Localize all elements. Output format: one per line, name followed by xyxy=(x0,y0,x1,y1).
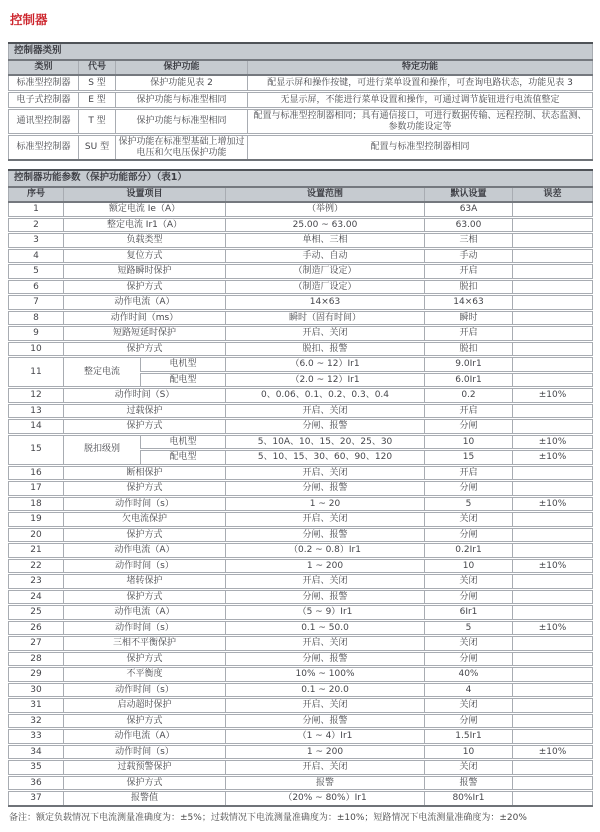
table-row xyxy=(9,295,593,311)
row-number: 25 xyxy=(9,605,64,621)
row-number: 35 xyxy=(9,760,64,776)
page-title: 控制器 xyxy=(10,12,48,27)
default-value: 分闸 xyxy=(425,527,513,543)
table-row xyxy=(9,434,593,450)
protection-cell: 保护功能与标准型相同 xyxy=(116,92,248,109)
default-value: 瞬时 xyxy=(425,310,513,326)
table-row xyxy=(9,264,593,280)
error-value: ±10% xyxy=(513,450,593,466)
table-row xyxy=(9,791,593,806)
table-row xyxy=(9,109,593,135)
table1-header-protection: 保护功能 xyxy=(116,60,248,75)
setting-item: 动作时间（ms） xyxy=(64,310,226,326)
row-number: 29 xyxy=(9,667,64,683)
row-number: 30 xyxy=(9,682,64,698)
setting-item: 保护方式 xyxy=(64,481,226,497)
row-number: 23 xyxy=(9,574,64,590)
error-value xyxy=(513,217,593,233)
error-value xyxy=(513,372,593,388)
setting-item: 整定电流 xyxy=(64,357,141,388)
default-value: 6Ir1 xyxy=(425,605,513,621)
table2-header-no: 序号 xyxy=(9,187,64,202)
setting-item: 动作时间（s） xyxy=(64,496,226,512)
setting-item: 三相不平衡保护 xyxy=(64,636,226,652)
default-value: 脱扣 xyxy=(425,279,513,295)
row-number: 4 xyxy=(9,248,64,264)
error-value xyxy=(513,279,593,295)
setting-range: 单相、三相 xyxy=(226,233,425,249)
table1-header-code: 代号 xyxy=(79,60,116,75)
error-value xyxy=(513,574,593,590)
error-value xyxy=(513,248,593,264)
table-row xyxy=(9,512,593,528)
row-number: 24 xyxy=(9,589,64,605)
category-cell: 标准型控制器 xyxy=(9,135,79,161)
setting-range: 开启、关闭 xyxy=(226,465,425,481)
feature-cell: 配置与标准型控制器相同 xyxy=(248,135,593,161)
table1-header-feature: 特定功能 xyxy=(248,60,593,75)
row-number: 2 xyxy=(9,217,64,233)
table1-title: 控制器类别 xyxy=(9,43,593,60)
table2-header-error: 误差 xyxy=(513,187,593,202)
error-value xyxy=(513,651,593,667)
default-value: 10 xyxy=(425,744,513,760)
error-value xyxy=(513,589,593,605)
default-value: 分闸 xyxy=(425,651,513,667)
protection-cell: 保护功能与标准型相同 xyxy=(116,109,248,135)
setting-item: 动作电流（A） xyxy=(64,543,226,559)
setting-item: 保护方式 xyxy=(64,589,226,605)
error-value xyxy=(513,791,593,806)
setting-range: 1 ~ 20 xyxy=(226,496,425,512)
default-value: 63A xyxy=(425,202,513,217)
table-row xyxy=(9,605,593,621)
table-row xyxy=(9,651,593,667)
default-value: 报警 xyxy=(425,775,513,791)
setting-range: 开启、关闭 xyxy=(226,636,425,652)
error-value xyxy=(513,357,593,373)
default-value: 6.0Ir1 xyxy=(425,372,513,388)
setting-item: 额定电流 Ie（A） xyxy=(64,202,226,217)
setting-range: 开启、关闭 xyxy=(226,326,425,342)
error-value xyxy=(513,202,593,217)
setting-range: 分闸、报警 xyxy=(226,713,425,729)
error-value: ±10% xyxy=(513,496,593,512)
setting-item: 过载预警保护 xyxy=(64,760,226,776)
setting-item: 动作时间（S） xyxy=(64,388,226,404)
table2-header-range: 设置范围 xyxy=(226,187,425,202)
setting-range: 瞬时（固有时间） xyxy=(226,310,425,326)
table-row xyxy=(9,310,593,326)
controller-parameters-table xyxy=(8,169,593,807)
error-value xyxy=(513,512,593,528)
error-value xyxy=(513,760,593,776)
row-number: 18 xyxy=(9,496,64,512)
default-value: 关闭 xyxy=(425,760,513,776)
setting-item: 短路短延时保护 xyxy=(64,326,226,342)
table-row xyxy=(9,481,593,497)
table-row xyxy=(9,682,593,698)
setting-item: 动作电流（A） xyxy=(64,729,226,745)
table-row xyxy=(9,729,593,745)
error-value: ±10% xyxy=(513,620,593,636)
setting-subitem: 配电型 xyxy=(141,450,226,466)
table-row xyxy=(9,620,593,636)
row-number: 27 xyxy=(9,636,64,652)
error-value: ±10% xyxy=(513,388,593,404)
code-cell: T 型 xyxy=(79,109,116,135)
table-row xyxy=(9,543,593,559)
row-number: 19 xyxy=(9,512,64,528)
default-value: 分闸 xyxy=(425,589,513,605)
row-number: 7 xyxy=(9,295,64,311)
setting-item: 脱扣级别 xyxy=(64,434,141,465)
table2-header-row xyxy=(9,187,593,202)
error-value xyxy=(513,341,593,357)
setting-range: 开启、关闭 xyxy=(226,574,425,590)
setting-item: 保护方式 xyxy=(64,713,226,729)
error-value xyxy=(513,698,593,714)
table1-title-row xyxy=(9,43,593,60)
setting-range: 开启、关闭 xyxy=(226,512,425,528)
default-value: 1.5Ir1 xyxy=(425,729,513,745)
row-number: 16 xyxy=(9,465,64,481)
error-value: ±10% xyxy=(513,744,593,760)
row-number: 5 xyxy=(9,264,64,280)
table-row xyxy=(9,775,593,791)
category-cell: 电子式控制器 xyxy=(9,92,79,109)
setting-range: 报警 xyxy=(226,775,425,791)
default-value: 4 xyxy=(425,682,513,698)
setting-range: 10% ~ 100% xyxy=(226,667,425,683)
error-value xyxy=(513,419,593,435)
setting-range: （举例） xyxy=(226,202,425,217)
default-value: 14×63 xyxy=(425,295,513,311)
setting-item: 短路瞬时保护 xyxy=(64,264,226,280)
footnote: 备注：额定负载情况下电流测量准确度为：±5%；过载情况下电流测量准确度为：±10%；短路情况下电流测量准确度为：±20% xyxy=(9,812,527,823)
default-value: 三相 xyxy=(425,233,513,249)
controller-category-table xyxy=(8,42,593,161)
row-number: 37 xyxy=(9,791,64,806)
row-number: 6 xyxy=(9,279,64,295)
row-number: 14 xyxy=(9,419,64,435)
row-number: 28 xyxy=(9,651,64,667)
setting-range: 分闸、报警 xyxy=(226,419,425,435)
setting-item: 动作时间（s） xyxy=(64,620,226,636)
default-value: 10 xyxy=(425,558,513,574)
table-row xyxy=(9,419,593,435)
table-row xyxy=(9,217,593,233)
default-value: 15 xyxy=(425,450,513,466)
table2-header-item: 设置项目 xyxy=(64,187,226,202)
setting-item: 动作时间（s） xyxy=(64,682,226,698)
setting-item: 保护方式 xyxy=(64,651,226,667)
setting-range: 1 ~ 200 xyxy=(226,558,425,574)
table-row xyxy=(9,248,593,264)
default-value: 手动 xyxy=(425,248,513,264)
default-value: 关闭 xyxy=(425,636,513,652)
setting-range: 25.00 ~ 63.00 xyxy=(226,217,425,233)
setting-item: 保护方式 xyxy=(64,527,226,543)
error-value: ±10% xyxy=(513,434,593,450)
default-value: 分闸 xyxy=(425,419,513,435)
default-value: 9.0Ir1 xyxy=(425,357,513,373)
setting-range: 分闸、报警 xyxy=(226,651,425,667)
setting-range: （1 ~ 4）Ir1 xyxy=(226,729,425,745)
error-value xyxy=(513,729,593,745)
setting-range: （2.0 ~ 12）Ir1 xyxy=(226,372,425,388)
setting-item: 报警值 xyxy=(64,791,226,806)
row-number: 9 xyxy=(9,326,64,342)
code-cell: SU 型 xyxy=(79,135,116,161)
error-value xyxy=(513,233,593,249)
default-value: 开启 xyxy=(425,403,513,419)
setting-range: （0.2 ~ 0.8）Ir1 xyxy=(226,543,425,559)
setting-item: 保护方式 xyxy=(64,341,226,357)
code-cell: E 型 xyxy=(79,92,116,109)
row-number: 12 xyxy=(9,388,64,404)
row-number: 32 xyxy=(9,713,64,729)
table-row xyxy=(9,574,593,590)
default-value: 分闸 xyxy=(425,713,513,729)
table-row xyxy=(9,202,593,217)
setting-item: 负载类型 xyxy=(64,233,226,249)
setting-item: 堵转保护 xyxy=(64,574,226,590)
default-value: 关闭 xyxy=(425,574,513,590)
table1-body xyxy=(9,75,593,160)
error-value xyxy=(513,543,593,559)
setting-item: 动作电流（A） xyxy=(64,295,226,311)
default-value: 开启 xyxy=(425,465,513,481)
setting-subitem: 电机型 xyxy=(141,434,226,450)
setting-item: 不平衡度 xyxy=(64,667,226,683)
setting-range: 0、0.06、0.1、0.2、0.3、0.4 xyxy=(226,388,425,404)
setting-item: 整定电流 Ir1（A） xyxy=(64,217,226,233)
row-number: 36 xyxy=(9,775,64,791)
row-number: 15 xyxy=(9,434,64,465)
table1-header-category: 类别 xyxy=(9,60,79,75)
table2-head xyxy=(9,170,593,202)
default-value: 0.2 xyxy=(425,388,513,404)
setting-item: 复位方式 xyxy=(64,248,226,264)
row-number: 33 xyxy=(9,729,64,745)
error-value xyxy=(513,481,593,497)
default-value: 关闭 xyxy=(425,698,513,714)
setting-item: 保护方式 xyxy=(64,775,226,791)
setting-range: 分闸、报警 xyxy=(226,589,425,605)
table-row xyxy=(9,698,593,714)
table-row xyxy=(9,92,593,109)
error-value xyxy=(513,636,593,652)
table2-title-row xyxy=(9,170,593,187)
protection-cell: 保护功能在标准型基础上增加过电压和欠电压保护功能 xyxy=(116,135,248,161)
table1-head xyxy=(9,43,593,75)
row-number: 3 xyxy=(9,233,64,249)
setting-range: 5、10A、10、15、20、25、30 xyxy=(226,434,425,450)
setting-item: 动作时间（s） xyxy=(64,558,226,574)
category-cell: 通讯型控制器 xyxy=(9,109,79,135)
table-row xyxy=(9,744,593,760)
default-value: 10 xyxy=(425,434,513,450)
default-value: 5 xyxy=(425,496,513,512)
row-number: 13 xyxy=(9,403,64,419)
setting-item: 欠电流保护 xyxy=(64,512,226,528)
error-value xyxy=(513,403,593,419)
table-row xyxy=(9,326,593,342)
setting-subitem: 电机型 xyxy=(141,357,226,373)
row-number: 26 xyxy=(9,620,64,636)
table2-title: 控制器功能参数（保护功能部分）（表1） xyxy=(9,170,593,187)
setting-range: 开启、关闭 xyxy=(226,760,425,776)
table-row xyxy=(9,388,593,404)
setting-item: 动作电流（A） xyxy=(64,605,226,621)
default-value: 开启 xyxy=(425,326,513,342)
table2-header-default: 默认设置 xyxy=(425,187,513,202)
error-value xyxy=(513,465,593,481)
feature-cell: 无显示屏，不能进行菜单设置和操作，可通过调节旋钮进行电流值整定 xyxy=(248,92,593,109)
table2-body xyxy=(9,202,593,806)
setting-item: 过载保护 xyxy=(64,403,226,419)
setting-item: 保护方式 xyxy=(64,279,226,295)
error-value xyxy=(513,682,593,698)
default-value: 5 xyxy=(425,620,513,636)
setting-range: 手动、自动 xyxy=(226,248,425,264)
error-value xyxy=(513,295,593,311)
setting-range: （20% ~ 80%）Ir1 xyxy=(226,791,425,806)
table-row xyxy=(9,713,593,729)
table-row xyxy=(9,75,593,92)
row-number: 21 xyxy=(9,543,64,559)
table-row xyxy=(9,496,593,512)
setting-range: 14×63 xyxy=(226,295,425,311)
default-value: 0.2Ir1 xyxy=(425,543,513,559)
table-row xyxy=(9,135,593,161)
setting-range: 0.1 ~ 20.0 xyxy=(226,682,425,698)
error-value xyxy=(513,326,593,342)
row-number: 8 xyxy=(9,310,64,326)
setting-range: 分闸、报警 xyxy=(226,527,425,543)
default-value: 63.00 xyxy=(425,217,513,233)
setting-range: 脱扣、报警 xyxy=(226,341,425,357)
error-value: ±10% xyxy=(513,558,593,574)
setting-range: （制造厂设定） xyxy=(226,279,425,295)
setting-subitem: 配电型 xyxy=(141,372,226,388)
setting-range: （5 ~ 9）Ir1 xyxy=(226,605,425,621)
table-row xyxy=(9,558,593,574)
table-row xyxy=(9,403,593,419)
row-number: 17 xyxy=(9,481,64,497)
setting-item: 启动超时保护 xyxy=(64,698,226,714)
table-row xyxy=(9,667,593,683)
setting-item: 保护方式 xyxy=(64,419,226,435)
table-row xyxy=(9,279,593,295)
default-value: 分闸 xyxy=(425,481,513,497)
table-row xyxy=(9,636,593,652)
default-value: 80%Ir1 xyxy=(425,791,513,806)
row-number: 22 xyxy=(9,558,64,574)
feature-cell: 配置与标准型控制器相同；具有通信接口，可进行数据传输、远程控制、状态监测、参数功能设定等 xyxy=(248,109,593,135)
error-value xyxy=(513,310,593,326)
setting-range: 开启、关闭 xyxy=(226,698,425,714)
setting-item: 断相保护 xyxy=(64,465,226,481)
error-value xyxy=(513,264,593,280)
feature-cell: 配显示屏和操作按键，可进行菜单设置和操作，可查询电路状态，功能见表 3 xyxy=(248,75,593,92)
setting-range: 1 ~ 200 xyxy=(226,744,425,760)
setting-range: 0.1 ~ 50.0 xyxy=(226,620,425,636)
table-row xyxy=(9,589,593,605)
row-number: 20 xyxy=(9,527,64,543)
table1-header-row xyxy=(9,60,593,75)
table-row xyxy=(9,341,593,357)
default-value: 40% xyxy=(425,667,513,683)
code-cell: S 型 xyxy=(79,75,116,92)
error-value xyxy=(513,605,593,621)
row-number: 34 xyxy=(9,744,64,760)
setting-range: （6.0 ~ 12）Ir1 xyxy=(226,357,425,373)
protection-cell: 保护功能见表 2 xyxy=(116,75,248,92)
error-value xyxy=(513,527,593,543)
setting-range: 分闸、报警 xyxy=(226,481,425,497)
setting-range: 开启、关闭 xyxy=(226,403,425,419)
row-number: 10 xyxy=(9,341,64,357)
table-row xyxy=(9,465,593,481)
default-value: 关闭 xyxy=(425,512,513,528)
table-row xyxy=(9,527,593,543)
row-number: 31 xyxy=(9,698,64,714)
default-value: 开启 xyxy=(425,264,513,280)
table-row xyxy=(9,357,593,373)
table-row xyxy=(9,760,593,776)
table-row xyxy=(9,233,593,249)
setting-item: 动作时间（s） xyxy=(64,744,226,760)
setting-range: 5、10、15、30、60、90、120 xyxy=(226,450,425,466)
error-value xyxy=(513,775,593,791)
error-value xyxy=(513,667,593,683)
row-number: 1 xyxy=(9,202,64,217)
error-value xyxy=(513,713,593,729)
row-number: 11 xyxy=(9,357,64,388)
default-value: 脱扣 xyxy=(425,341,513,357)
setting-range: （制造厂设定） xyxy=(226,264,425,280)
category-cell: 标准型控制器 xyxy=(9,75,79,92)
